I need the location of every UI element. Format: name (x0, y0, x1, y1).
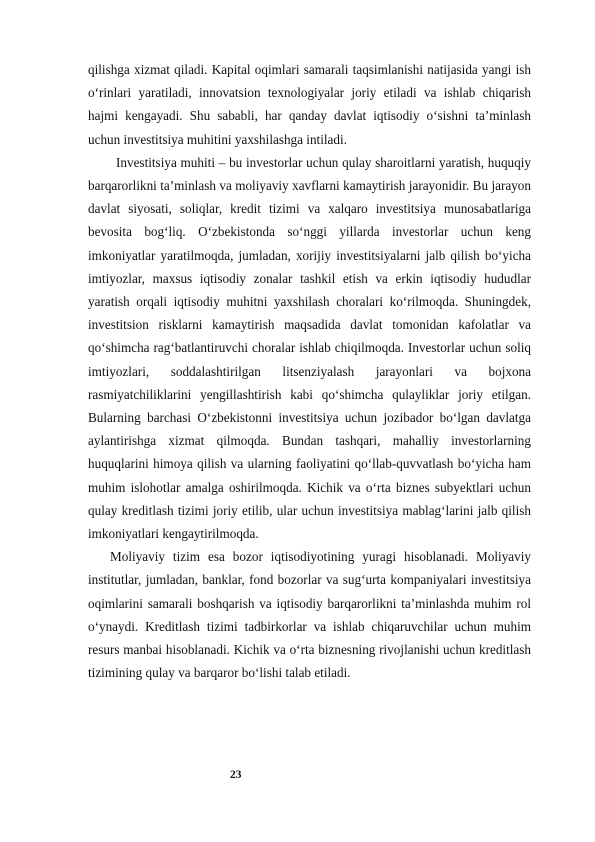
body-text (88, 58, 531, 684)
paragraph-continuation: qilishga xizmat qiladi. Kapital oqimlari samarali taqsimlanishi natijasida yangi ish o‘rinlari yaratiladi, innovatsion texnologiyalar joriy etiladi va ishlab chiqarish hajmi kengayadi. Shu sababli, har qanday davlat iqtisodiy o‘sishni ta’minlash uchun investitsiya muhitini yaxshilashga intiladi. (88, 62, 531, 147)
page-number: 23 (230, 769, 242, 781)
paragraph-investment-climate: Investitsiya muhiti – bu investorlar uchun qulay sharoitlarni yaratish, huquqiy barqarorlikni ta’minlash va moliyaviy xavflarni kamaytirish jarayonidir. Bu jarayon davlat siyosati, soliqlar, kredit tizimi va xalqaro investitsiya munosabatlariga bevosita bog‘liq. O‘zbekistonda so‘nggi yillarda investorlar uchun keng imkoniyatlar yaratilmoqda, jumladan, xorijiy investitsiyalarni jalb qilish bo‘yicha imtiyozlar, maxsus iqtisodiy zonalar tashkil etish va erkin iqtisodiy hududlar yaratish orqali iqtisodiy muhitni yaxshilash choralari ko‘rilmoqda. Shuningdek, investitsion risklarni kamaytirish maqsadida davlat tomonidan kafolatlar va qo‘shimcha rag‘batlantiruvchi choralar ishlab chiqilmoqda. Investorlar uchun soliq imtiyozlari, soddalashtirilgan litsenziyalash jarayonlari va bojxona rasmiyatchiliklarini yengillashtirish kabi qo‘shimcha qulayliklar joriy etilgan. Bularning barchasi O‘zbekistonni investitsiya uchun jozibador bo‘lgan davlatga aylantirishga xizmat qilmoqda. Bundan tashqari, mahalliy investorlarning huquqlarini himoya qilish va ularning faoliyatini qo‘llab-quvvatlash bo‘yicha ham muhim islohotlar amalga oshirilmoqda. Kichik va o‘rta biznes subyektlari uchun qulay kreditlash tizimi joriy etilib, ular uchun investitsiya mablag‘larini jalb qilish imkoniyatlari kengaytirilmoqda. (88, 154, 531, 542)
paragraph-financial-system: Moliyaviy tizim esa bozor iqtisodiyotining yuragi hisoblanadi. Moliyaviy institutlar, jumladan, banklar, fond bozorlar va sug‘urta kompaniyalari investitsiya oqimlarini samarali boshqarish va iqtisodiy barqarorlikni ta’minlashda muhim rol o‘ynaydi. Kreditlash tizimi tadbirkorlar va ishlab chiqaruvchilar uchun muhim resurs manbai hisoblanadi. Kichik va o‘rta biznesning rivojlanishi uchun kreditlash tizimining qulay va barqaror bo‘lishi talab etiladi. (88, 549, 531, 681)
